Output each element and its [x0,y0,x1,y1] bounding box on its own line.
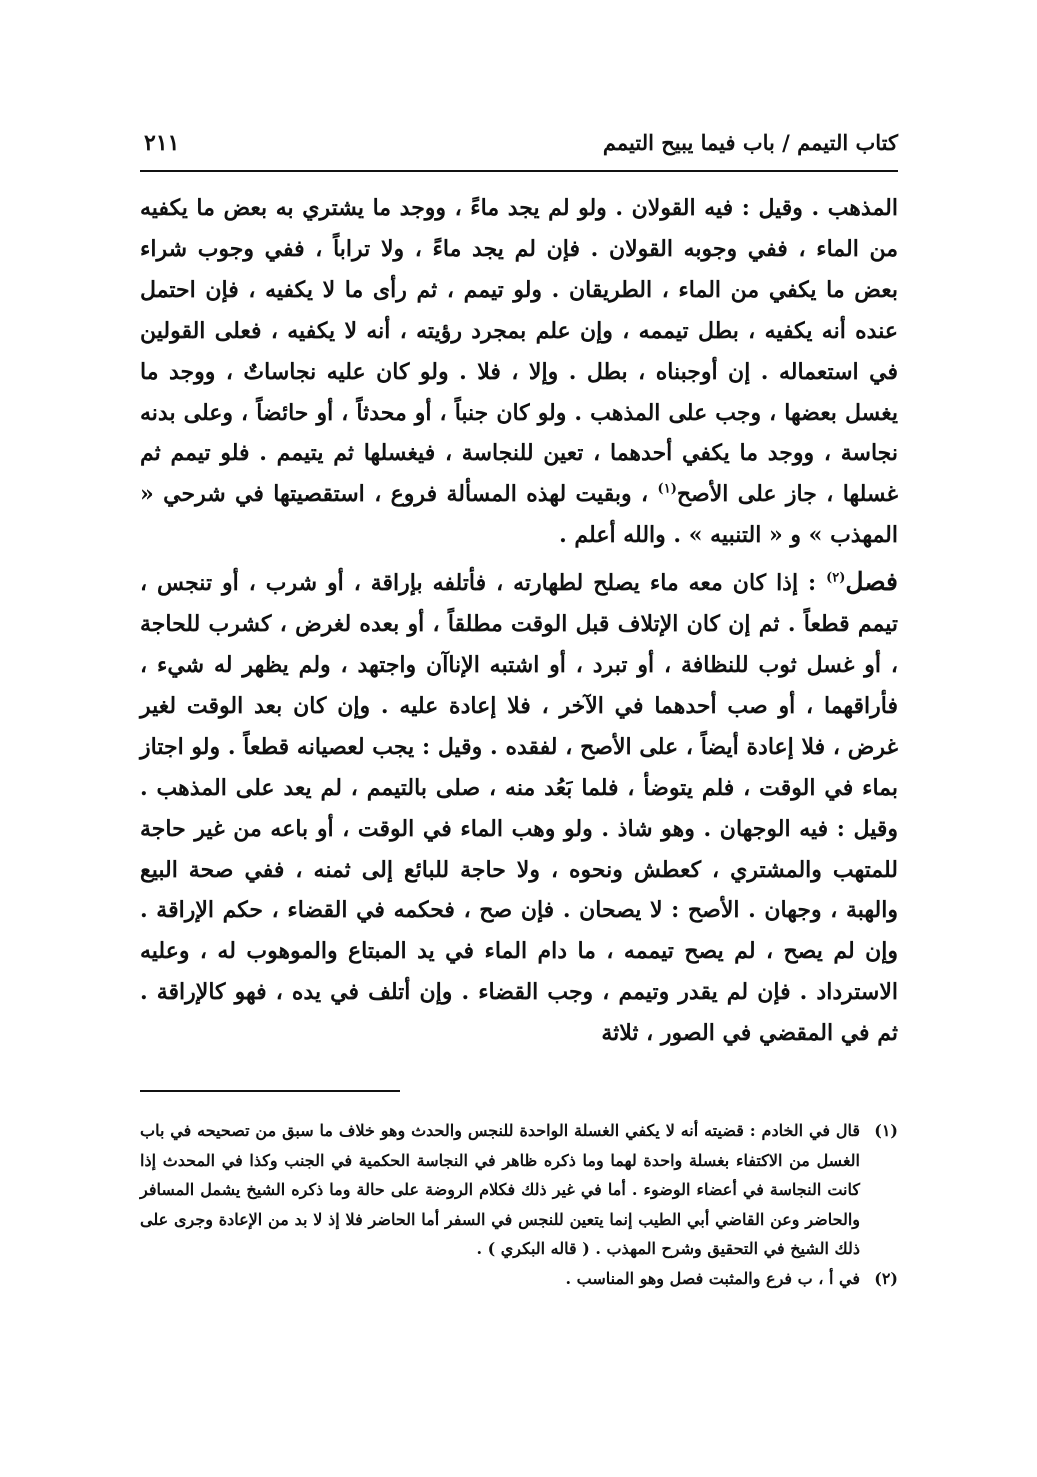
footnote-2-text: في أ ، ب فرع والمثبت فصل وهو المناسب . [565,1268,860,1288]
footnote-2-number: (٢) [874,1268,898,1288]
running-header [140,128,898,170]
section-label-fasl: فصل [845,567,898,597]
paragraph-2 [140,562,898,1054]
paragraph-1 [140,188,898,556]
footnote-2 [140,1264,898,1294]
footnotes [140,1116,898,1293]
paragraph-1-end: ، وبقيت لهذه المسألة فروع ، استقصيتها في شرحي « المهذب » و « التنبيه » . والله أعلم . [140,481,898,549]
paragraph-1-text: المذهب . وقيل : فيه القولان . ولو لم يجد ماءً ، ووجد ما يشتري به بعض ما يكفيه من الماء ، ففي وجوبه القولان . فإن لم يجد ماءً ، ولا تراباً ، ففي وجوب شراء بعض ما يكفي من الماء ، الطريقان . ولو تيمم ، ثم رأى ما لا يكفيه ، فإن احتمل عنده أنه يكفيه ، بطل تيممه ، وإن علم بمجرد رؤيته ، أنه لا يكفيه ، فعلى القولين في استعماله . إن أوجبناه ، بطل . وإلا ، فلا . ولو كان عليه نجاساتٌ ، ووجد ما يغسل بعضها ، وجب على المذهب . ولو كان جنباً ، أو محدثاً ، أو حائضاً ، وعلى بدنه نجاسة ، ووجد ما يكفي أحدهما ، تعين للنجاسة ، فيغسلها ثم يتيمم . فلو تيمم ثم غسلها ، جاز على الأصح [140,195,898,508]
main-text [140,188,898,1054]
footnote-ref-2[interactable]: (٢) [826,570,846,586]
footnote-1 [140,1116,898,1264]
page-number: ٢١١ [144,130,180,156]
footnote-1-number: (١) [874,1121,898,1141]
book-page [140,128,898,1293]
paragraph-2-text: : إذا كان معه ماء يصلح لطهارته ، فأتلفه بإراقة ، أو شرب ، أو تنجس ، تيمم قطعاً . ثم إن كان الإتلاف قبل الوقت مطلقاً ، أو بعده لغرض ، كشرب للحاجة ، أو غسل ثوب للنظافة ، أو تبرد ، أو اشتبه الإناآن واجتهد ، ولم يظهر له شيء ، فأراقهما ، أو صب أحدهما في الآخر ، فلا إعادة عليه . وإن كان بعد الوقت لغير غرض ، فلا إعادة أيضاً ، على الأصح ، لفقده . وقيل : يجب لعصيانه قطعاً . ولو اجتاز بماء في الوقت ، فلم يتوضأ ، فلما بَعُد منه ، صلى بالتيمم ، لم يعد على المذهب . وقيل : فيه الوجهان . وهو شاذ . ولو وهب الماء في الوقت ، أو باعه من غير حاجة للمتهب والمشتري ، كعطش ونحوه ، ولا حاجة للبائع إلى ثمنه ، ففي صحة البيع والهبة ، وجهان . الأصح : لا يصحان . فإن صح ، فحكمه في القضاء ، حكم الإراقة . وإن لم يصح ، لم يصح تيممه ، ما دام الماء في يد المبتاع والموهوب له ، وعليه الاسترداد . فإن لم يقدر وتيمم ، وجب القضاء . وإن أتلف في يده ، فهو كالإراقة . ثم في المقضي في الصور ، ثلاثة [140,570,898,1047]
footnote-1-text: قال في الخادم : قضيته أنه لا يكفي الغسلة الواحدة للنجس والحدث وهو خلاف ما سبق من تصحيحه في باب الغسل من الاكتفاء بغسلة واحدة لهما وما ذكره ظاهر في النجاسة الحكمية في الجنب وكذا في المحدث إذا كانت النجاسة في أعضاء الوضوء . أما في غير ذلك فكلام الروضة على حالة وما ذكره الشيخ يشمل المسافر والحاضر وعن القاضي أبي الطيب إنما يتعين للنجس في السفر أما الحاضر فلا إذ لا بد من الإعادة وجرى على ذلك الشيخ في التحقيق وشرح المهذب . ( قاله البكري ) . [140,1121,860,1259]
footnote-ref-1[interactable]: (١) [657,482,677,498]
footnote-separator-wrap [140,1090,898,1092]
footnote-separator [140,1090,400,1092]
chapter-title: كتاب التيمم / باب فيما يبيح التيمم [602,130,898,155]
header-rule [140,170,898,172]
